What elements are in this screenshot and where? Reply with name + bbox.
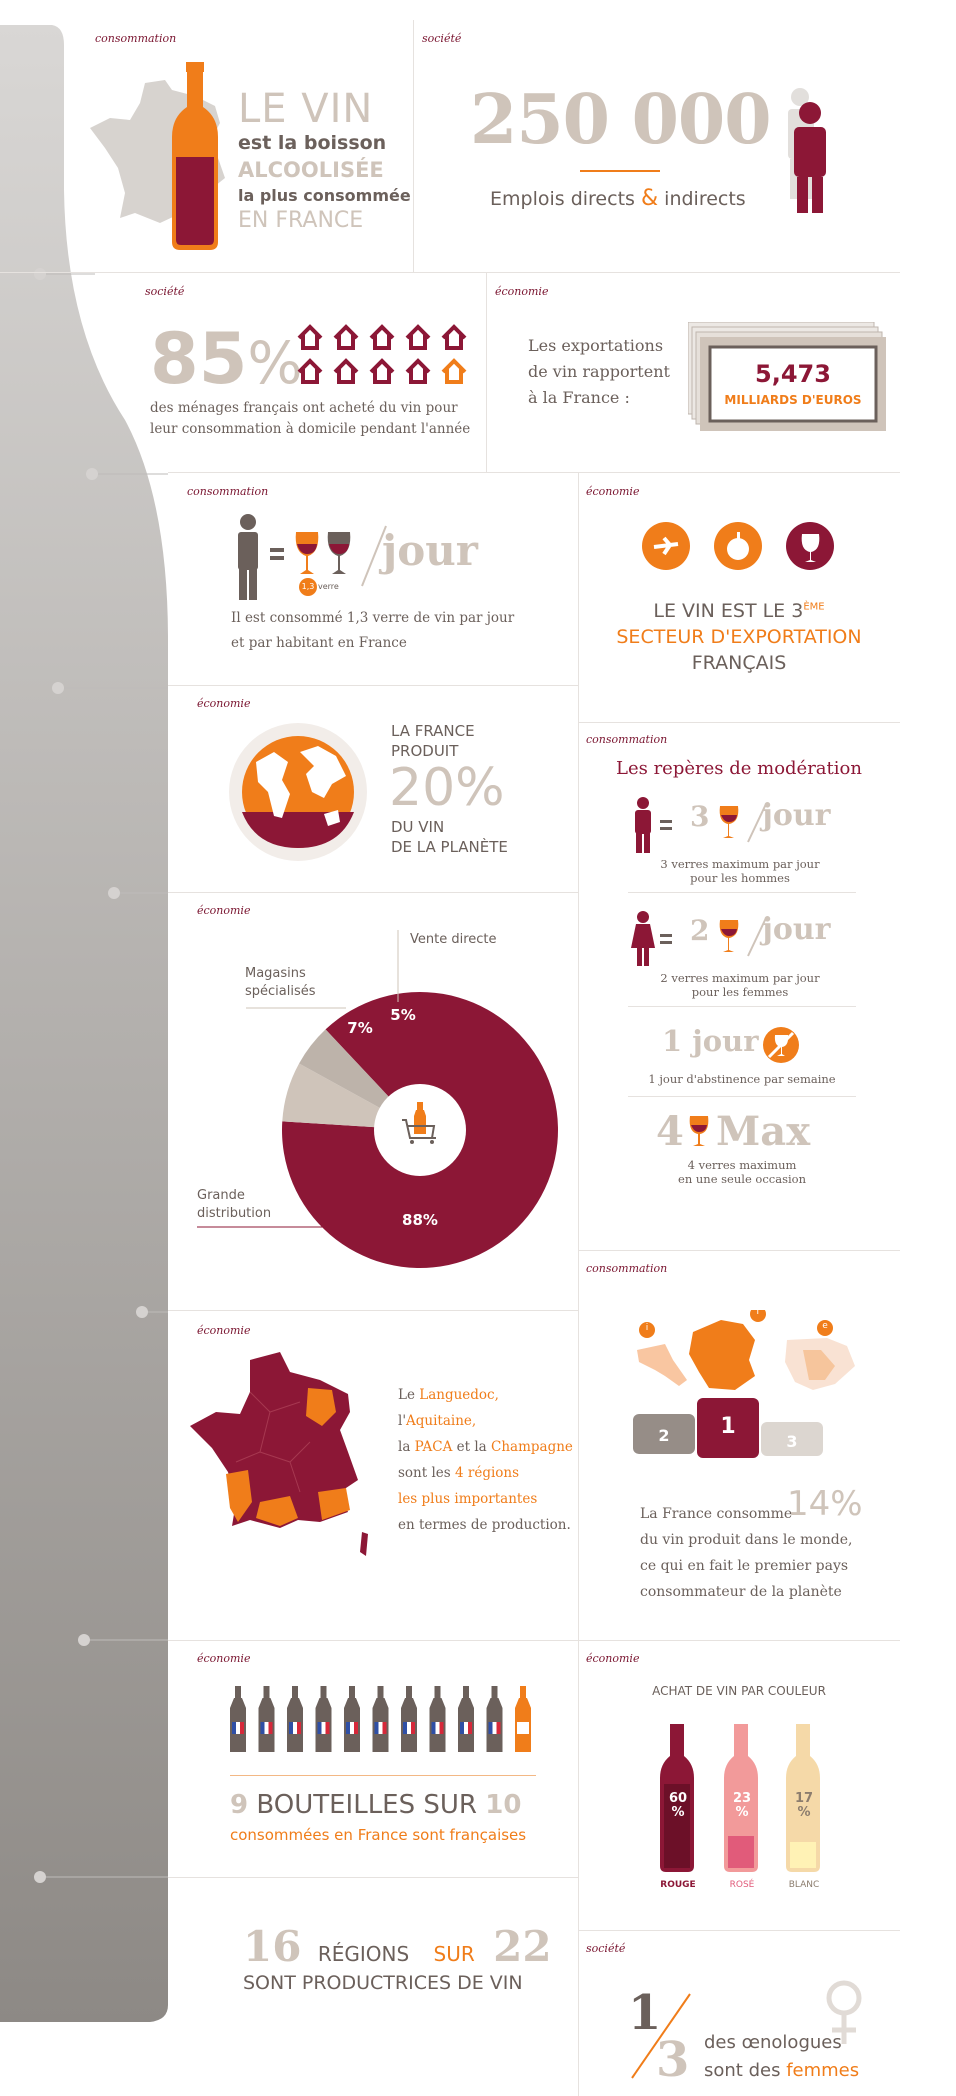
s1-line5: EN FRANCE	[238, 208, 364, 233]
bottles-num2: 10	[485, 1790, 522, 1820]
jobs-caption-a: Emplois directs	[490, 188, 635, 210]
per-day-label: jour	[382, 526, 478, 575]
label-specialized-l2: spécialisés	[245, 984, 316, 999]
production-l3: DU VIN	[391, 818, 445, 836]
s1-line2: est la boisson	[238, 132, 387, 154]
production-l4: DE LA PLANÈTE	[391, 838, 508, 856]
category-tag: économie	[495, 285, 549, 298]
fraction-denominator: 3	[656, 2032, 690, 2088]
region-languedoc: Languedoc,	[419, 1387, 499, 1403]
glass-qty: 1,3	[301, 582, 315, 591]
regions-line4	[398, 1460, 573, 1486]
rouge-pct: 60 %	[668, 1791, 688, 1820]
bottles-num1: 9	[230, 1790, 249, 1820]
french-bottle-icon	[259, 1686, 275, 1752]
production-l1: LA FRANCE	[391, 722, 475, 740]
category-tag: société	[422, 32, 462, 45]
french-bottle-icon	[230, 1686, 246, 1752]
export-sector-l1-text: LE VIN EST LE 3	[653, 600, 804, 622]
label-direct-sales: Vente directe	[410, 932, 497, 947]
s1-line4: la plus consommée	[238, 186, 411, 205]
export-sector-l1	[578, 600, 900, 622]
regions-line6: en termes de production.	[398, 1517, 571, 1533]
regions-l1-pre: Le	[398, 1387, 420, 1403]
glass-icon	[688, 1114, 710, 1150]
jobs-caption	[490, 186, 746, 211]
rose-label: ROSÉ	[729, 1880, 755, 1890]
globe-icon	[228, 722, 368, 862]
s1-line1: LE VIN	[238, 86, 374, 132]
french-bottle-icon	[487, 1686, 503, 1752]
region-champagne: Champagne	[491, 1439, 573, 1455]
blanc-label: BLANC	[788, 1880, 820, 1890]
blanc-pct: 17 %	[794, 1791, 814, 1820]
women-glass-count: 2	[690, 914, 710, 947]
oenologues-l2-hl: femmes	[786, 2060, 860, 2081]
slice-label-vd: 5%	[390, 1006, 416, 1024]
fraction-numerator: 1	[628, 1985, 662, 2041]
men-glass-count: 3	[690, 800, 710, 833]
households-percent-value: 85	[150, 318, 248, 400]
french-bottle-icon	[373, 1686, 389, 1752]
french-bottle-icon	[316, 1686, 332, 1752]
regions-line3	[398, 1434, 573, 1460]
jobs-divider	[580, 170, 660, 172]
abstinence-big: 1 jour	[662, 1024, 759, 1058]
region-paca: PACA	[414, 1439, 453, 1455]
max-glass-num: 4	[656, 1108, 684, 1155]
french-bottle-icon	[401, 1686, 417, 1752]
exports-text-l1: Les exportations	[528, 336, 664, 355]
men-limit-text: 3 verres maximum par jour pour les hommes	[660, 857, 820, 885]
wine-bottle-icon	[170, 62, 220, 252]
women-limit-text: 2 verres maximum par jour pour les femmes	[660, 971, 820, 999]
rouge-label: ROUGE	[660, 1880, 696, 1890]
france-consumes-l4: consommateur de la planète	[640, 1584, 842, 1600]
regions-count: 4 régions	[455, 1465, 520, 1481]
bottles-headline	[230, 1790, 521, 1820]
french-bottle-icon	[344, 1686, 360, 1752]
max-text-l2: en une seule occasion	[678, 1172, 806, 1186]
bottles-row	[230, 1686, 540, 1756]
france-consumes-pct: 14%	[787, 1484, 863, 1524]
wine-colour-title: ACHAT DE VIN PAR COULEUR	[652, 1684, 826, 1698]
category-tag: économie	[197, 904, 251, 917]
label-grande-l2: distribution	[197, 1206, 272, 1221]
export-sector-l3: FRANÇAIS	[691, 652, 787, 674]
distribution-chart	[180, 920, 570, 1300]
jobs-caption-b: indirects	[664, 188, 746, 210]
podium-flag-e: e	[822, 1321, 828, 1331]
regions-word2: SUR	[433, 1942, 475, 1966]
oenologues-l2	[704, 2060, 859, 2081]
glass-qty-unit: verre	[318, 582, 339, 591]
max-label: Max	[716, 1108, 811, 1155]
women-per-day: jour	[762, 912, 831, 947]
regions-word1: RÉGIONS	[317, 1942, 410, 1966]
exports-text-l2: de vin rapportent	[528, 362, 670, 381]
exports-unit: MILLIARDS D'EUROS	[724, 393, 862, 407]
export-icons	[640, 520, 840, 572]
french-bottle-icon	[287, 1686, 303, 1752]
jobs-caption-amp: &	[640, 186, 659, 211]
regions-line5: les plus importantes	[398, 1491, 538, 1507]
jobs-number: 250 000	[470, 80, 771, 160]
category-tag: économie	[586, 485, 640, 498]
regions-line2	[398, 1408, 573, 1434]
max-text-l1: 4 verres maximum	[687, 1158, 797, 1172]
regions-l3-pre: la	[398, 1439, 415, 1455]
regions-num2: 22	[493, 1922, 552, 1971]
regions-l3-mid: et la	[452, 1439, 492, 1455]
production-l2: PRODUIT	[391, 742, 459, 760]
region-aquitaine: Aquitaine,	[406, 1413, 477, 1429]
label-grande-l1: Grande	[197, 1188, 245, 1203]
abstinence-text: 1 jour d'abstinence par semaine	[648, 1072, 836, 1086]
no-glass-icon	[762, 1026, 800, 1064]
bottles-mid: BOUTEILLES SUR	[248, 1790, 486, 1820]
label-specialized-l1: Magasins	[245, 966, 306, 981]
percent-sign: %	[247, 329, 303, 397]
category-tag: consommation	[187, 485, 269, 498]
regions-text	[398, 1382, 573, 1538]
category-tag: consommation	[586, 1262, 668, 1275]
category-tag: société	[145, 285, 185, 298]
category-tag: économie	[586, 1652, 640, 1665]
houses-icon	[295, 322, 475, 388]
regions-producers	[243, 1922, 552, 1971]
foreign-bottle-icon	[515, 1686, 531, 1752]
regions-line1	[398, 1382, 573, 1408]
exports-amount: 5,473	[755, 360, 831, 388]
oenologues-l1-text: des œnologues	[704, 2032, 842, 2053]
exports-text-l3: à la France :	[528, 388, 630, 407]
households-text: des ménages français ont acheté du vin pour leur consommation à domicile pendant l'année	[150, 400, 471, 437]
regions-l4-pre: sont les	[398, 1465, 455, 1481]
regions-producers-l2: SONT PRODUCTRICES DE VIN	[243, 1972, 523, 1994]
oenologues-l2-pre: sont des	[704, 2060, 787, 2081]
households-percent	[150, 318, 303, 400]
moderation-title: Les repères de modération	[616, 758, 862, 779]
french-bottle-icon	[430, 1686, 446, 1752]
export-sector-sup: ÈME	[803, 601, 825, 613]
category-tag: consommation	[586, 733, 668, 746]
podium-rank-2: 2	[658, 1426, 670, 1445]
podium-flag-i: i	[645, 1323, 649, 1333]
worker-silhouette-icon	[760, 85, 855, 215]
podium-flag-f: f	[756, 1307, 760, 1317]
category-tag: consommation	[95, 32, 177, 45]
category-tag: économie	[197, 1324, 251, 1337]
france-consumes: La France consomme	[640, 1506, 793, 1522]
slice-label-ms: 7%	[347, 1019, 373, 1037]
regions-num1: 16	[243, 1922, 302, 1971]
france-regions-map	[190, 1352, 380, 1562]
france-consumes-l2: du vin produit dans le monde,	[640, 1532, 853, 1548]
french-bottle-icon	[458, 1686, 474, 1752]
men-per-day: jour	[762, 798, 831, 833]
s1-line3: ALCOOLISÉE	[238, 158, 384, 182]
rose-pct: 23 %	[732, 1791, 752, 1820]
category-tag: société	[586, 1942, 626, 1955]
slice-label-gd: 88%	[402, 1211, 438, 1229]
france-consumes-l3: ce qui en fait le premier pays	[640, 1558, 849, 1574]
oenologues-l1	[704, 2032, 842, 2053]
bottles-sub: consommées en France sont françaises	[230, 1826, 527, 1844]
export-sector-l2: SECTEUR D'EXPORTATION	[616, 626, 862, 648]
podium-rank-3: 3	[786, 1432, 798, 1451]
podium-rank-1: 1	[720, 1414, 736, 1439]
regions-l2-pre: l'	[398, 1413, 407, 1429]
category-tag: économie	[197, 697, 251, 710]
production-big: 20%	[389, 758, 505, 818]
category-tag: économie	[197, 1652, 251, 1665]
per-capita-text: Il est consommé 1,3 verre de vin par jour et par habitant en France	[231, 610, 515, 651]
